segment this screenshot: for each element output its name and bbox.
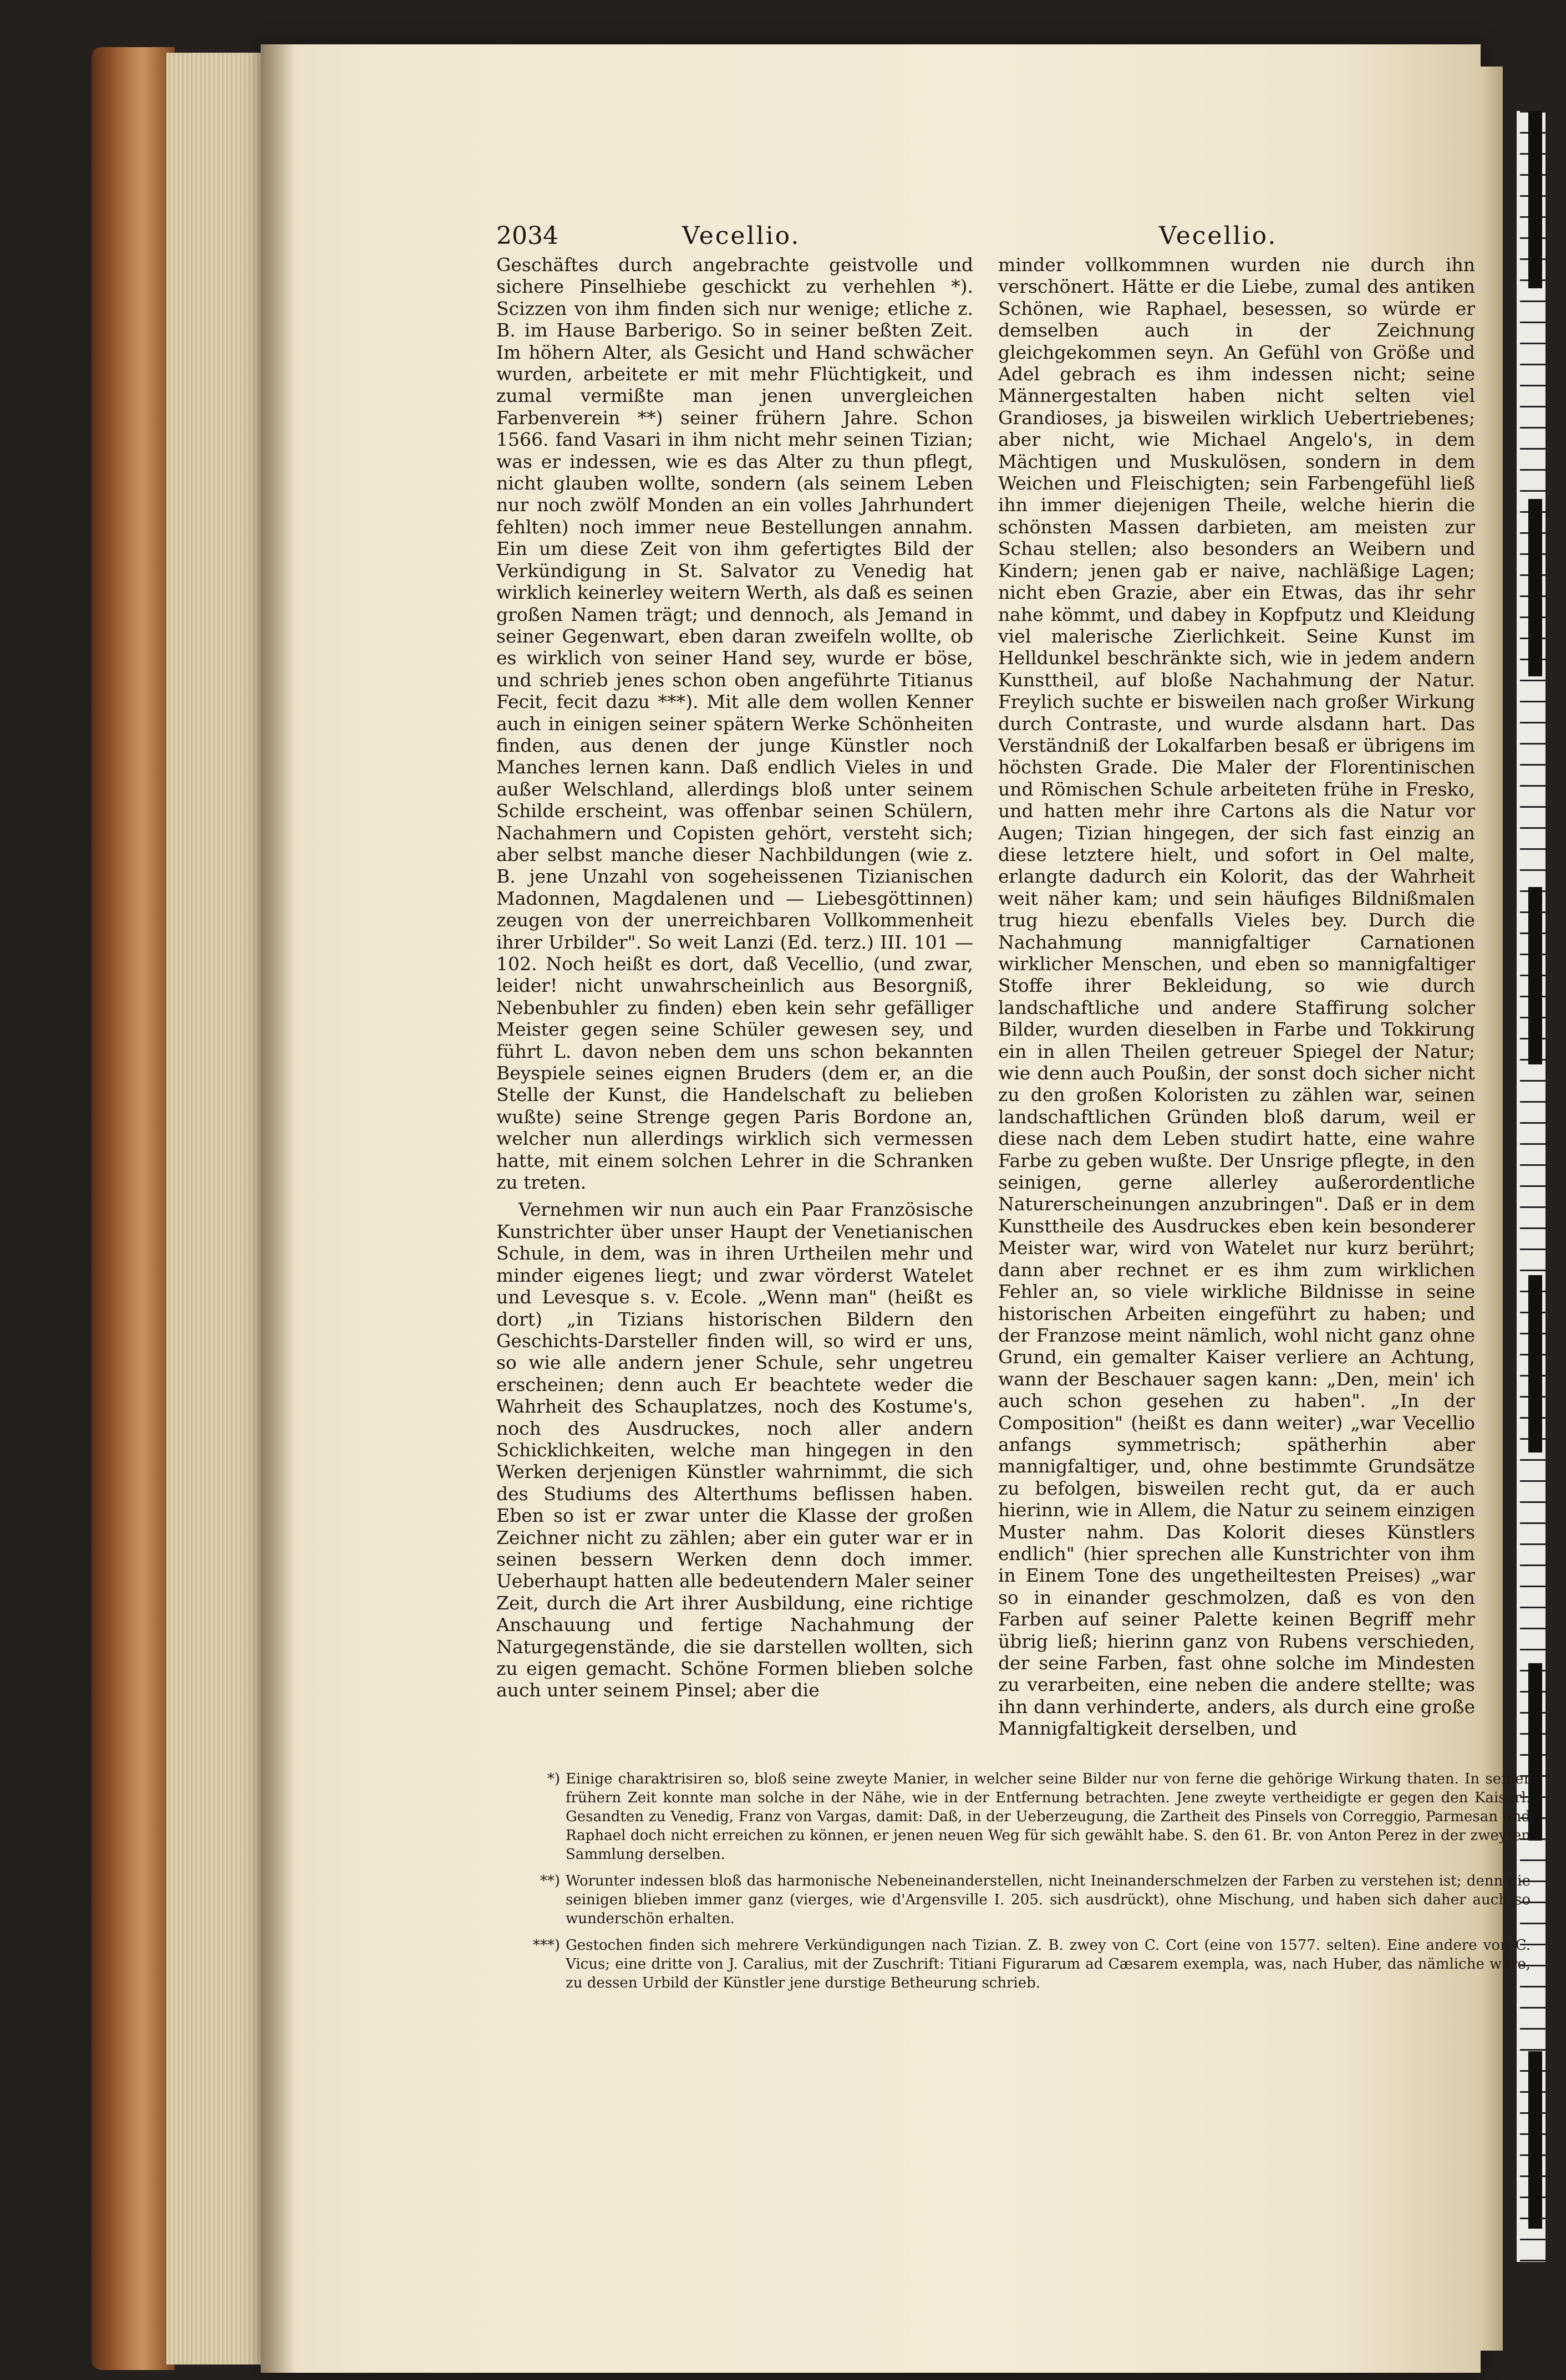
ruler-segment [1528,499,1542,676]
running-header-right: Vecellio. [1159,222,1278,250]
footnote-mark: *) [547,1771,560,1787]
ruler-segment [1528,887,1542,1064]
book-cover-edge [91,47,175,2370]
footnote-text: Gestochen finden sich mehrere Verkündigungen nach Tizian. Z. B. zwey von C. Cort (eine von 1577. selten). Eine andere von C. Vicus; eine dritte von J. Caralius, mit der Zuschrift: Titiani Figurarum ad Cæsarem exempla, was, nach Huber, das nämliche wäre, zu dessen Urbild der Künstler jene durstige Betheurung schrieb. [566,1937,1531,1991]
paragraph: minder vollkommnen wurden nie durch ihn verschönert. Hätte er die Liebe, zumal des antiken Schönen, wie Raphael, besessen, so würde er demselben auch in der Zeichnung gleichgekommen seyn. An Gefühl von Größe und Adel gebrach es ihm indessen nicht; seine Männergestalten haben nicht selten viel Grandioses, ja bisweilen wirklich Uebertriebenes; aber nicht, wie Michael Angelo's, in dem Mächtigen und Muskulösen, sondern in dem Weichen und Fleischigten; sein Farbengefühl ließ ihn immer diejenigen Theile, welche hierin die schönsten Massen darbieten, am meisten zur Schau stellen; also besonders an Weibern und Kindern; jenen gab er naive, nachläßige Lagen; nicht eben Grazie, aber ein Etwas, das ihr sehr nahe kömmt, und dabey in Kopfputz und Kleidung viel malerische Zierlichkeit. Seine Kunst im Helldunkel beschränkte sich, wie in jedem andern Kunsttheil, auf bloße Nachahmung der Natur. Freylich suchte er bisweilen nach großer Wirkung durch Contraste, und wurde alsdann hart. Das Verständniß der Lokalfarben besaß er übrigens im höchsten Grade. Die Maler der Florentinischen und Römischen Schule arbeiteten frühe in Fresko, und hatten mehr ihre Cartons als die Natur vor Augen; Tizian hingegen, der sich fast einzig an diese letztere hielt, und sofort in Oel malte, erlangte dadurch ein Kolorit, das der Wahrheit weit näher kam; und sein häufiges Bildnißmalen trug hiezu ebenfalls Vieles bey. Durch die Nachahmung mannigfaltiger Carnationen wirklicher Menschen, und eben so mannigfaltiger Stoffe ihrer Bekleidung, so wie durch landschaftliche und andere Staffirung solcher Bilder, wurden dieselben in Farbe und Tokkirung ein in allen Theilen getreuer Spiegel der Natur; wie denn auch Poußin, der sonst doch sicher nicht zu den großen Koloristen zu zählen war, seinen landschaftlichen Gründen bloß darum, weil er diese nach dem Leben studirt hatte, eine wahre Farbe zu geben wußte. Der Unsrige pflegte, in den seinigen, gerne allerley außerordentliche Naturerscheinungen anzubringen". Daß er in dem Kunsttheile des Ausdruckes eben kein besonderer Meister war, wird von Watelet nur kurz berührt; dann aber rechnet er es ihm zum wirklichen Fehler an, so viele wirkliche Bildnisse in seine historischen Arbeiten eingeführt zu haben; und der Franzose meint nämlich, wohl nicht ganz ohne Grund, ein gemalter Kaiser verliere an Achtung, wann der Beschauer sagen kann: „Den, mein' ich auch schon gesehen zu haben". „In der Composition" (heißt es dann weiter) „war Vecellio anfangs symmetrisch; spätherhin aber mannigfaltiger, und, ohne bestimmte Grundsätze zu befolgen, bisweilen recht gut, da er auch hierinn, wie in Allem, die Natur zu seinem einzigen Muster nahm. Das Kolorit dieses Künstlers endlich" (hier sprechen alle Kunstrichter von ihm in Einem Tone des ungetheiltesten Preises) „war so in einander geschmolzen, daß es von den Farben auf seiner Palette keinen Begriff mehr übrig ließ; hierinn ganz von Rubens verschieden, der seine Farben, fast ohne solche im Mindesten zu verarbeiten, eine neben die andere stellte; was ihn dann verhinderte, anders, als durch eine große Mannigfaltigkeit derselben, und [998,254,1475,1740]
paragraph: Geschäftes durch angebrachte geistvolle und sichere Pinselhiebe geschickt zu verhehlen *). Scizzen von ihm finden sich nur wenige; etliche z. B. im Hause Barberigo. So in seiner beßten Zeit. Im höhern Alter, als Gesicht und Hand schwächer wurden, arbeitete er mit mehr Flüchtigkeit, und zumal vermißte man jenen unvergleichen Farbenverein **) seiner frühern Jahre. Schon 1566. fand Vasari in ihm nicht mehr seinen Tizian; was er indessen, wie es das Alter zu thun pflegt, nicht glauben wollte, sondern (als seinem Leben nur noch zwölf Monden an ein volles Jahrhundert fehlten) noch immer neue Bestellungen annahm. Ein um diese Zeit von ihm gefertigtes Bild der Verkündigung in St. Salvator zu Venedig hat wirklich keinerley weitern Werth, als daß es seinen großen Namen trägt; und dennoch, als Jemand in seiner Gegenwart, eben daran zweifeln wollte, ob es wirklich von seiner Hand sey, wurde er böse, und schrieb jenes schon oben angeführte Titianus Fecit, fecit dazu ***). Mit alle dem wollen Kenner auch in einigen seiner spätern Werke Schönheiten finden, aus denen der junge Künstler noch Manches lernen kann. Daß endlich Vieles in und außer Welschland, allerdings bloß unter seinem Schilde erscheint, was offenbar seinen Schülern, Nachahmern und Copisten gehört, versteht sich; aber selbst manche dieser Nachbildungen (wie z. B. jene Unzahl von sogeheissenen Tizianischen Madonnen, Magdalenen und — Liebesgöttinnen) zeugen von der unerreichbaren Vollkommenheit ihrer Urbilder". So weit Lanzi (Ed. terz.) III. 101 — 102. Noch heißt es dort, daß Vecellio, (und zwar, leider! nicht unwahrscheinlich aus Besorgniß, Nebenbuhler zu finden) eben kein sehr gefälliger Meister gegen seine Schüler gewesen sey, und führt L. davon neben dem uns schon bekannten Beyspiele seines eignen Bruders (dem er, an die Stelle der Kunst, die Handelschaft zu belieben wußte) seine Strenge gegen Paris Bordone an, welcher nun allerdings wirklich sich vermessen hatte, mit einem solchen Lehrer in die Schranken zu treten. [496,254,973,1194]
running-header-left: Vecellio. [682,222,801,250]
footnote-mark: **) [540,1873,560,1889]
footnotes [499,1770,1531,2000]
footnote-mark: ***) [532,1937,560,1954]
spine-shadow [261,44,294,2373]
left-column [496,254,973,1701]
ruler-segment [1528,2051,1542,2229]
page-edge [1481,67,1503,2351]
page-number: 2034 [496,222,558,250]
footnote [499,1872,1531,1928]
footnote [499,1936,1531,1992]
footnote [499,1770,1531,1864]
ruler-segment [1528,111,1542,288]
paragraph: Vernehmen wir nun auch ein Paar Französische Kunstrichter über unser Haupt der Venetianischen Schule, in dem, was in ihren Urtheilen mehr und minder eigenes liegt; und zwar vörderst Watelet und Levesque s. v. Ecole. „Wenn man" (heißt es dort) „in Tizians historischen Bildern den Geschichts-Darsteller finden will, so wird er uns, so wie alle andern jener Schule, sehr ungetreu erscheinen; denn auch Er beachtete weder die Wahrheit des Schauplatzes, noch des Kostume's, noch des Ausdruckes, noch aller andern Schicklichkeiten, welche man hingegen in den Werken derjenigen Künstler wahrnimmt, die sich des Studiums des Alterthums beflissen haben. Eben so ist er zwar unter die Klasse der großen Zeichner nicht zu zählen; aber ein guter war er in seinen bessern Werken denn doch immer. Ueberhaupt hatten alle bedeutendern Maler seiner Zeit, durch die Art ihrer Ausbildung, eine richtige Anschauung und fertige Nachahmung der Naturgegenstände, die sie darstellen wollten, sich zu eigen gemacht. Schöne Formen blieben solche auch unter seinem Pinsel; aber die [496,1199,973,1701]
ruler-segment [1528,1275,1542,1453]
footnote-text: Einige charaktrisiren so, bloß seine zweyte Manier, in welcher seine Bilder nur von ferne die gehörige Wirkung thaten. In seiner frühern Zeit konnte man solche in der Nähe, wie in der Entfernung betrachten. Jene zweyte vertheidigte er gegen den Kaiserl. Gesandten zu Venedig, Franz von Vargas, damit: Daß, in der Ueberzeugung, die Zartheit des Pinsels von Correggio, Parmesan und Raphael doch nicht erreichen zu können, er jenen neuen Weg für sich gewählt habe. S. den 61. Br. von Anton Perez in der zweyten Sammlung derselben. [566,1771,1531,1863]
right-column [998,254,1475,1740]
footnote-text: Worunter indessen bloß das harmonische Nebeneinanderstellen, nicht Ineinanderschmelzen der Farben zu verstehen ist; denn die seinigen blieben immer ganz (vierges, wie d'Argensville I. 205. sich ausdrückt), ohne Mischung, und haben sich daher auch so wunderschön erhalten. [566,1873,1531,1927]
